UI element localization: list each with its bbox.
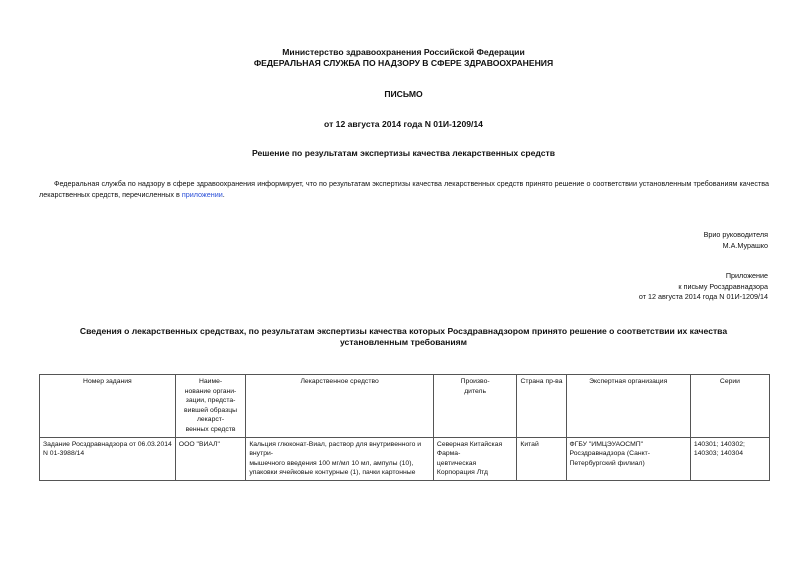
doc-date-number: от 12 августа 2014 года N 01И-1209/14 [324,119,483,129]
signature-block [704,230,768,251]
cell-drug-line: Кальция глюконат-Виал, раствор для внутривенного и [249,440,422,448]
header-org-line: Наиме- [198,378,223,385]
cell-manufacturer [433,437,516,480]
cell-drug-line: мышечного введения 100 мг/мл 10 мл, ампулы (10), [249,459,414,467]
cell-task-line: Задание Росздравнадзора от 06.03.2014 [43,440,172,448]
table-header-row [40,375,770,438]
appendix-line-1: Приложение [725,271,768,280]
header-manufacturer [433,375,516,438]
cell-series-line: 140301; 140302; [693,440,745,448]
header-country: Страна пр-ва [517,375,566,438]
cell-drug [246,437,434,480]
header-org-line: лекарст- [196,416,225,424]
signature-position: Врио руководителя [703,230,768,239]
header-org-line: венных средств [185,425,236,433]
header-maker-line: Произво- [460,378,490,385]
appendix-line-2: к письму Росздравнадзора [678,281,768,291]
header-maker-line: дитель [464,387,487,395]
header-org-line: зации, предста- [185,397,236,405]
cell-maker-line: Фарма- [436,450,461,458]
appendix-title: Сведения о лекарственных средствах, по результатам экспертизы качества которых Росздравнадзором принято решение о соответствии их качества установленным требованиям [79,326,728,347]
intro-end: . [222,190,225,199]
service-name: ФЕДЕРАЛЬНАЯ СЛУЖБА ПО НАДЗОРУ В СФЕРЕ ЗДРАВООХРАНЕНИЯ [253,58,554,68]
header-org-line: нование органи- [184,387,237,395]
doc-type: ПИСЬМО [384,89,423,99]
signature-name: М.А.Мурашко [722,240,768,250]
doc-subject: Решение по результатам экспертизы качества лекарственных средств [251,148,556,158]
table-row [40,437,770,480]
cell-maker-line: Корпорация Лтд [436,469,489,477]
cell-task [40,437,176,480]
appendix-line-3: от 12 августа 2014 года N 01И-1209/14 [638,292,768,301]
cell-expert-line: Росздравнадзора (Санкт- [569,450,651,458]
cell-expert-org [566,437,690,480]
drugs-table [39,374,770,481]
header-task: Номер задания [40,375,176,438]
cell-expert-line: ФГБУ "ИМЦЭУАОСМП" [569,440,644,448]
cell-series-line: 140303; 140304 [693,450,744,458]
header-drug: Лекарственное средство [246,375,434,438]
cell-drug-line: упаковки ячейковые контурные (1), пачки картонные [249,469,416,477]
ministry-name: Министерство здравоохранения Российской Федерации [282,47,525,57]
appendix-link[interactable]: приложении [181,190,223,199]
cell-series [690,437,769,480]
header-organization [175,375,246,438]
cell-country: Китай [517,437,566,480]
header-expert-org: Экспертная организация [566,375,690,438]
intro-text: Федеральная служба по надзору в сфере здравоохранения информирует, что по результатам экспертизы качества лекарственных средств принято решение о соответствии установленным требованиям качества лекарственных средств, перечисленных в [39,179,769,199]
header-org-line: вившей образцы [184,406,238,414]
cell-task-line: N 01-3988/14 [43,450,85,458]
cell-maker-line: цевтическая [436,459,477,467]
cell-drug-line: внутри- [249,450,274,458]
header-series: Серии [690,375,769,438]
cell-organization: ООО "ВИАЛ" [175,437,246,480]
cell-maker-line: Северная Китайская [436,440,503,448]
appendix-reference [639,271,768,303]
intro-paragraph [39,178,769,200]
cell-expert-line: Петербургский филиал) [569,459,645,467]
